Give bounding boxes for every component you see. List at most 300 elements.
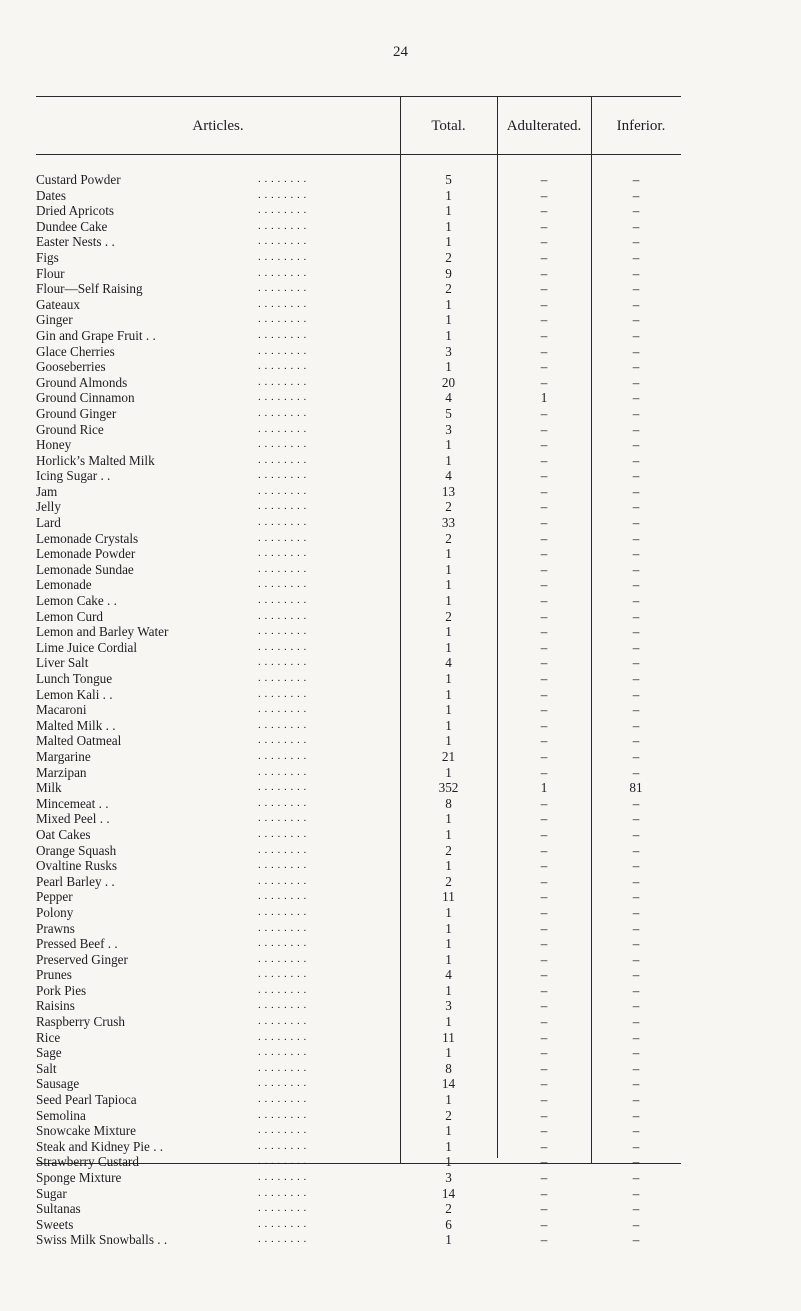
table-row — [36, 796, 681, 812]
table-row — [36, 1123, 681, 1139]
total-cell: 1 — [445, 593, 452, 609]
article-cell: Orange Squash — [36, 842, 117, 858]
table-row — [36, 250, 681, 266]
table-row — [36, 843, 681, 859]
table-row — [36, 328, 681, 344]
article-cell: Ground Ginger — [36, 405, 117, 421]
dot-leader: . . . . . . . . — [258, 391, 307, 404]
total-cell: 352 — [438, 780, 459, 796]
adulterated-cell: – — [540, 593, 548, 609]
adulterated-cell: – — [540, 421, 548, 437]
table-row — [36, 1076, 681, 1092]
table-row — [36, 468, 681, 484]
dot-leader: . . . . . . . . — [258, 749, 307, 762]
inferior-cell: – — [632, 998, 640, 1014]
table-row — [36, 484, 681, 500]
adulterated-cell: 1 — [540, 780, 548, 796]
dot-leader: . . . . . . . . — [258, 453, 307, 466]
adulterated-cell: – — [540, 203, 548, 219]
table-row — [36, 780, 681, 796]
inferior-cell: – — [632, 936, 640, 952]
table-row — [36, 1170, 681, 1186]
adulterated-cell: – — [540, 1076, 548, 1092]
adulterated-cell: – — [540, 936, 548, 952]
adulterated-cell: – — [540, 1014, 548, 1030]
article-cell: Sage — [36, 1045, 62, 1061]
adulterated-cell: – — [540, 717, 548, 733]
article-cell: Prunes — [36, 967, 72, 983]
article-cell: Steak and Kidney Pie . . — [36, 1138, 164, 1154]
article-cell: Swiss Milk Snowballs . . — [36, 1232, 168, 1248]
dot-leader: . . . . . . . . — [258, 952, 307, 965]
article-cell: Jelly — [36, 499, 61, 515]
inferior-cell: – — [632, 546, 640, 562]
dot-leader: . . . . . . . . — [258, 282, 307, 295]
article-cell: Lemonade Sundae — [36, 561, 134, 577]
article-cell: Strawberry Custard — [36, 1154, 139, 1170]
table-row — [36, 921, 681, 937]
adulterated-cell: – — [540, 686, 548, 702]
inferior-cell: – — [632, 873, 640, 889]
dot-leader: . . . . . . . . — [258, 1139, 307, 1152]
inferior-cell: – — [632, 1138, 640, 1154]
inferior-cell: – — [632, 1232, 640, 1248]
adulterated-cell: – — [540, 951, 548, 967]
table-row — [36, 889, 681, 905]
inferior-cell: – — [632, 1045, 640, 1061]
article-cell: Sugar — [36, 1185, 67, 1201]
total-cell: 3 — [445, 421, 452, 437]
total-cell: 1 — [445, 982, 452, 998]
adulterated-cell: – — [540, 748, 548, 764]
dot-leader: . . . . . . . . — [258, 781, 307, 794]
article-cell: Horlick’s Malted Milk — [36, 452, 155, 468]
inferior-cell: – — [632, 639, 640, 655]
total-cell: 6 — [445, 1216, 452, 1232]
inferior-cell: – — [632, 686, 640, 702]
dot-leader: . . . . . . . . — [258, 812, 307, 825]
dot-leader: . . . . . . . . — [258, 1186, 307, 1199]
inferior-cell: – — [632, 858, 640, 874]
inferior-cell: – — [632, 1123, 640, 1139]
dot-leader: . . . . . . . . — [258, 516, 307, 529]
inferior-cell: – — [632, 437, 640, 453]
total-cell: 1 — [445, 546, 452, 562]
inferior-cell: – — [632, 920, 640, 936]
inferior-cell: – — [632, 593, 640, 609]
dot-leader: . . . . . . . . — [258, 173, 307, 185]
adulterated-cell: – — [540, 561, 548, 577]
page-number: 24 — [393, 44, 408, 60]
header-inferior: Inferior. — [616, 118, 666, 134]
adulterated-cell: – — [540, 702, 548, 718]
total-cell: 1 — [445, 1232, 452, 1248]
article-cell: Ground Cinnamon — [36, 390, 135, 406]
dot-leader: . . . . . . . . — [258, 1155, 307, 1168]
inferior-cell: – — [632, 904, 640, 920]
total-cell: 1 — [445, 686, 452, 702]
total-cell: 1 — [445, 327, 452, 343]
total-cell: 1 — [445, 904, 452, 920]
inferior-cell: – — [632, 483, 640, 499]
article-cell: Dundee Cake — [36, 218, 108, 234]
article-cell: Flour — [36, 265, 65, 281]
adulterated-cell: – — [540, 1138, 548, 1154]
table-row — [36, 562, 681, 578]
total-cell: 14 — [441, 1076, 456, 1092]
inferior-cell: – — [632, 218, 640, 234]
adulterated-cell: – — [540, 187, 548, 203]
total-cell: 1 — [445, 1154, 452, 1170]
dot-leader: . . . . . . . . — [258, 313, 307, 326]
total-cell: 1 — [445, 1092, 452, 1108]
adulterated-cell: – — [540, 483, 548, 499]
table-row — [36, 1154, 681, 1170]
total-cell: 1 — [445, 936, 452, 952]
article-cell: Margarine — [36, 748, 91, 764]
inferior-cell: – — [632, 655, 640, 671]
dot-leader: . . . . . . . . — [258, 235, 307, 248]
dot-leader: . . . . . . . . — [258, 796, 307, 809]
inferior-cell: – — [632, 1029, 640, 1045]
total-cell: 2 — [445, 873, 452, 889]
table-row — [36, 811, 681, 827]
article-cell: Dates — [36, 187, 67, 203]
adulterated-cell: – — [540, 343, 548, 359]
adulterated-cell: – — [540, 842, 548, 858]
adulterated-cell: – — [540, 998, 548, 1014]
table-row — [36, 998, 681, 1014]
table-row — [36, 1045, 681, 1061]
adulterated-cell: – — [540, 265, 548, 281]
table-row — [36, 1108, 681, 1124]
dot-leader: . . . . . . . . — [258, 968, 307, 981]
table-row — [36, 219, 681, 235]
inferior-cell: – — [632, 811, 640, 827]
dot-leader: . . . . . . . . — [258, 983, 307, 996]
adulterated-cell: – — [540, 671, 548, 686]
dot-leader: . . . . . . . . — [258, 562, 307, 575]
total-cell: 3 — [445, 343, 452, 359]
total-cell: 4 — [445, 967, 452, 983]
inferior-cell: – — [632, 312, 640, 328]
inferior-cell: – — [632, 1185, 640, 1201]
total-cell: 1 — [445, 624, 452, 640]
total-cell: 1 — [445, 296, 452, 312]
inferior-cell: – — [632, 281, 640, 297]
article-cell: Lemon Kali . . — [36, 686, 113, 702]
table-row — [36, 936, 681, 952]
adulterated-cell: – — [540, 1232, 548, 1248]
dot-leader: . . . . . . . . — [258, 1233, 307, 1246]
dot-leader: . . . . . . . . — [258, 406, 307, 419]
dot-leader: . . . . . . . . — [258, 843, 307, 856]
article-cell: Pepper — [36, 889, 73, 905]
table-row — [36, 967, 681, 983]
dot-leader: . . . . . . . . — [258, 905, 307, 918]
inferior-cell: – — [632, 1170, 640, 1185]
inferior-cell: – — [632, 764, 640, 780]
table-row — [36, 749, 681, 765]
article-cell: Raspberry Crush — [36, 1014, 126, 1030]
adulterated-cell: – — [540, 359, 548, 375]
total-cell: 4 — [445, 655, 452, 671]
table-row — [36, 406, 681, 422]
article-cell: Sweets — [36, 1216, 74, 1232]
adulterated-cell: – — [540, 655, 548, 671]
table-row — [36, 188, 681, 204]
inferior-cell: – — [632, 561, 640, 577]
dot-leader: . . . . . . . . — [258, 1061, 307, 1074]
table-row — [36, 390, 681, 406]
table-row — [36, 281, 681, 297]
total-cell: 1 — [445, 717, 452, 733]
adulterated-cell: – — [540, 795, 548, 811]
adulterated-cell: – — [540, 639, 548, 655]
table-header-rule — [36, 154, 681, 155]
total-cell: 1 — [445, 437, 452, 453]
article-cell: Ovaltine Rusks — [36, 858, 117, 874]
dot-leader: . . . . . . . . — [258, 188, 307, 201]
article-cell: Semolina — [36, 1107, 86, 1123]
dot-leader: . . . . . . . . — [258, 937, 307, 950]
table-row — [36, 671, 681, 687]
adulterated-cell: – — [540, 889, 548, 905]
table-row — [36, 1186, 681, 1202]
dot-leader: . . . . . . . . — [258, 1030, 307, 1043]
inferior-cell: – — [632, 530, 640, 546]
inferior-cell: – — [632, 826, 640, 842]
table-row — [36, 1139, 681, 1155]
adulterated-cell: – — [540, 1201, 548, 1217]
article-cell: Lunch Tongue — [36, 671, 113, 686]
table-row — [36, 203, 681, 219]
total-cell: 1 — [445, 218, 452, 234]
dot-leader: . . . . . . . . — [258, 874, 307, 887]
total-cell: 2 — [445, 249, 452, 265]
total-cell: 2 — [445, 842, 452, 858]
adulterated-cell: – — [540, 904, 548, 920]
article-cell: Rice — [36, 1029, 61, 1045]
dot-leader: . . . . . . . . — [258, 594, 307, 607]
adulterated-cell: – — [540, 499, 548, 515]
article-cell: Lemon Cake . . — [36, 593, 117, 609]
dot-leader: . . . . . . . . — [258, 734, 307, 747]
inferior-cell: – — [632, 234, 640, 250]
adulterated-cell: – — [540, 468, 548, 484]
total-cell: 1 — [445, 1014, 452, 1030]
article-cell: Seed Pearl Tapioca — [36, 1092, 137, 1108]
total-cell: 1 — [445, 858, 452, 874]
dot-leader: . . . . . . . . — [258, 438, 307, 451]
dot-leader: . . . . . . . . — [258, 1015, 307, 1028]
inferior-cell: – — [632, 967, 640, 983]
article-cell: Raisins — [36, 998, 75, 1014]
inferior-cell: – — [632, 982, 640, 998]
total-cell: 8 — [445, 1060, 452, 1076]
dot-leader: . . . . . . . . — [258, 625, 307, 638]
inferior-cell: – — [632, 1092, 640, 1108]
article-cell: Salt — [36, 1060, 57, 1076]
dot-leader: . . . . . . . . — [258, 656, 307, 669]
article-cell: Icing Sugar . . — [36, 468, 111, 484]
inferior-cell: – — [632, 405, 640, 421]
inferior-cell: – — [632, 421, 640, 437]
adulterated-cell: – — [540, 733, 548, 749]
table-row — [36, 234, 681, 250]
total-cell: 1 — [445, 359, 452, 375]
adulterated-cell: – — [540, 437, 548, 453]
adulterated-cell: – — [540, 546, 548, 562]
adulterated-cell: – — [540, 1107, 548, 1123]
adulterated-cell: – — [540, 1123, 548, 1139]
total-cell: 1 — [445, 234, 452, 250]
dot-leader: . . . . . . . . — [258, 609, 307, 622]
table-row — [36, 531, 681, 547]
table-row — [36, 640, 681, 656]
adulterated-cell: – — [540, 1045, 548, 1061]
total-cell: 1 — [445, 733, 452, 749]
total-cell: 11 — [442, 1029, 455, 1045]
total-cell: 1 — [445, 764, 452, 780]
article-cell: Lemonade Powder — [36, 546, 136, 562]
inferior-cell: – — [632, 515, 640, 531]
inferior-cell: – — [632, 499, 640, 515]
total-cell: 4 — [445, 468, 452, 484]
inferior-cell: – — [632, 889, 640, 905]
inferior-cell: 81 — [629, 780, 643, 796]
article-cell: Pressed Beef . . — [36, 936, 118, 952]
dot-leader: . . . . . . . . — [258, 578, 307, 591]
adulterated-cell: – — [540, 811, 548, 827]
header-adulterated: Adulterated. — [506, 118, 582, 134]
table-row — [36, 765, 681, 781]
table-row — [36, 375, 681, 391]
article-cell: Macaroni — [36, 702, 87, 718]
adulterated-cell: – — [540, 374, 548, 390]
article-cell: Lard — [36, 515, 61, 531]
dot-leader: . . . . . . . . — [258, 827, 307, 840]
total-cell: 33 — [441, 515, 456, 531]
total-cell: 1 — [445, 639, 452, 655]
table-row — [36, 1030, 681, 1046]
article-cell: Gateaux — [36, 296, 80, 312]
article-cell: Snowcake Mixture — [36, 1123, 136, 1139]
dot-leader: . . . . . . . . — [258, 1171, 307, 1183]
adulterated-cell: – — [540, 172, 548, 187]
table-row — [36, 1092, 681, 1108]
table-row — [36, 172, 681, 188]
dot-leader: . . . . . . . . — [258, 531, 307, 544]
inferior-cell: – — [632, 733, 640, 749]
table-row — [36, 702, 681, 718]
table-row — [36, 1217, 681, 1233]
total-cell: 11 — [442, 889, 455, 905]
adulterated-cell: 1 — [540, 390, 548, 406]
table-row — [36, 827, 681, 843]
article-cell: Malted Oatmeal — [36, 733, 122, 749]
dot-leader: . . . . . . . . — [258, 484, 307, 497]
table-row — [36, 297, 681, 313]
dot-leader: . . . . . . . . — [258, 765, 307, 778]
adulterated-cell: – — [540, 312, 548, 328]
adulterated-cell: – — [540, 281, 548, 297]
article-cell: Lemon Curd — [36, 608, 104, 624]
table-row — [36, 546, 681, 562]
header-total: Total. — [431, 118, 466, 134]
article-cell: Sausage — [36, 1076, 80, 1092]
article-cell: Oat Cakes — [36, 826, 91, 842]
dot-leader: . . . . . . . . — [258, 859, 307, 872]
adulterated-cell: – — [540, 530, 548, 546]
total-cell: 4 — [445, 390, 452, 406]
dot-leader: . . . . . . . . — [258, 360, 307, 373]
inferior-cell: – — [632, 390, 640, 406]
article-cell: Malted Milk . . — [36, 717, 116, 733]
adulterated-cell: – — [540, 1092, 548, 1108]
article-cell: Easter Nests . . — [36, 234, 115, 250]
table-row — [36, 952, 681, 968]
article-cell: Lemonade — [36, 577, 92, 593]
dot-leader: . . . . . . . . — [258, 375, 307, 388]
total-cell: 2 — [445, 499, 452, 515]
table-row — [36, 1061, 681, 1077]
table-body — [36, 172, 681, 1248]
inferior-cell: – — [632, 187, 640, 203]
dot-leader: . . . . . . . . — [258, 469, 307, 482]
inferior-cell: – — [632, 374, 640, 390]
table-row — [36, 718, 681, 734]
inferior-cell: – — [632, 327, 640, 343]
table-row — [36, 609, 681, 625]
article-cell: Gin and Grape Fruit . . — [36, 327, 156, 343]
total-cell: 1 — [445, 920, 452, 936]
adulterated-cell: – — [540, 515, 548, 531]
inferior-cell: – — [632, 1060, 640, 1076]
article-cell: Preserved Ginger — [36, 951, 128, 967]
inferior-cell: – — [632, 1076, 640, 1092]
article-cell: Mincemeat . . — [36, 795, 109, 811]
total-cell: 20 — [441, 374, 456, 390]
article-cell: Gooseberries — [36, 359, 106, 375]
dot-leader: . . . . . . . . — [258, 297, 307, 310]
dot-leader: . . . . . . . . — [258, 672, 307, 684]
article-cell: Lemonade Crystals — [36, 530, 139, 546]
table-row — [36, 422, 681, 438]
inferior-cell: – — [632, 296, 640, 312]
dot-leader: . . . . . . . . — [258, 687, 307, 700]
dot-leader: . . . . . . . . — [258, 1202, 307, 1215]
total-cell: 3 — [445, 998, 452, 1014]
dot-leader: . . . . . . . . — [258, 640, 307, 653]
adulterated-cell: – — [540, 577, 548, 593]
dot-leader: . . . . . . . . — [258, 219, 307, 232]
total-cell: 14 — [441, 1185, 456, 1201]
adulterated-cell: – — [540, 1216, 548, 1232]
adulterated-cell: – — [540, 405, 548, 421]
inferior-cell: – — [632, 608, 640, 624]
dot-leader: . . . . . . . . — [258, 204, 307, 217]
adulterated-cell: – — [540, 920, 548, 936]
inferior-cell: – — [632, 951, 640, 967]
article-cell: Sponge Mixture — [36, 1170, 122, 1185]
inferior-cell: – — [632, 452, 640, 468]
articles-table — [36, 96, 681, 1248]
article-cell: Custard Powder — [36, 172, 121, 187]
table-row — [36, 499, 681, 515]
table-row — [36, 905, 681, 921]
table-row — [36, 733, 681, 749]
